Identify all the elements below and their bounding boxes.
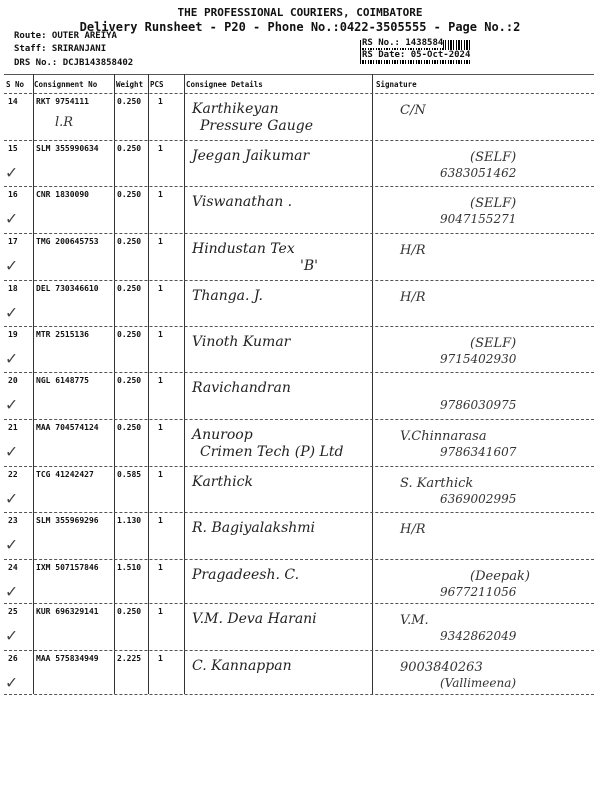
consignee-name: Pragadeesh. C. xyxy=(192,567,300,583)
check-mark: ✓ xyxy=(6,348,17,369)
col-divider xyxy=(372,74,373,694)
row-weight: 0.250 xyxy=(117,423,142,432)
col-divider xyxy=(114,74,115,694)
row-consignment: NGL 6148775 xyxy=(36,376,89,385)
signature-phone: 9342862049 xyxy=(440,629,517,643)
signature-phone: 9786030975 xyxy=(440,398,517,412)
signature-text: (SELF) xyxy=(470,150,517,165)
staff-label: Staff: SRIRANJANI xyxy=(14,44,107,54)
table-bottom-border xyxy=(4,694,594,695)
row-pcs: 1 xyxy=(158,190,163,199)
row-note: l.R xyxy=(55,115,74,130)
row-divider xyxy=(4,372,594,373)
row-weight: 0.250 xyxy=(117,607,142,616)
check-mark: ✓ xyxy=(6,394,17,415)
consignee-name: Thanga. J. xyxy=(192,288,263,304)
check-mark: ✓ xyxy=(6,208,17,229)
signature-phone: 9047155271 xyxy=(440,212,517,226)
col-divider xyxy=(148,74,149,694)
row-pcs: 1 xyxy=(158,330,163,339)
col-pcs: PCS xyxy=(150,80,164,89)
row-sno: 18 xyxy=(8,284,18,293)
row-pcs: 1 xyxy=(158,376,163,385)
check-mark: ✓ xyxy=(6,581,17,602)
row-divider xyxy=(4,93,594,94)
check-mark: ✓ xyxy=(6,441,17,462)
row-consignment: TMG 200645753 xyxy=(36,237,99,246)
page-title: Delivery Runsheet - P20 - Phone No.:0422-3505555 - Page No.:2 xyxy=(79,20,521,34)
row-consignment: DEL 730346610 xyxy=(36,284,99,293)
row-sno: 23 xyxy=(8,516,18,525)
check-mark: ✓ xyxy=(6,488,17,509)
row-divider xyxy=(4,559,594,560)
row-consignment: RKT 9754111 xyxy=(36,97,89,106)
row-weight: 0.585 xyxy=(117,470,142,479)
col-consignee: Consignee Details xyxy=(186,80,263,89)
consignee-name: Hindustan Tex xyxy=(192,241,295,257)
row-weight: 0.250 xyxy=(117,190,142,199)
signature-phone: 6383051462 xyxy=(440,166,517,180)
signature-phone: 9786341607 xyxy=(440,445,517,459)
signature-text: S. Karthick xyxy=(400,476,474,491)
col-signature: Signature xyxy=(376,80,417,89)
row-divider xyxy=(4,140,594,141)
row-consignment: MAA 575834949 xyxy=(36,654,99,663)
consignee-name: Ravichandran xyxy=(192,380,291,396)
consignee-name: Vinoth Kumar xyxy=(192,334,291,350)
row-divider xyxy=(4,186,594,187)
signature-text: V.Chinnarasa xyxy=(400,429,487,444)
row-sno: 24 xyxy=(8,563,18,572)
row-sno: 15 xyxy=(8,144,18,153)
row-divider xyxy=(4,326,594,327)
row-pcs: 1 xyxy=(158,563,163,572)
row-sno: 17 xyxy=(8,237,18,246)
row-sno: 20 xyxy=(8,376,18,385)
col-divider xyxy=(184,74,185,694)
signature-phone: 9677211056 xyxy=(440,585,517,599)
signature-text: (SELF) xyxy=(470,336,517,351)
row-sno: 26 xyxy=(8,654,18,663)
row-pcs: 1 xyxy=(158,97,163,106)
drs-label: DRS No.: DCJB143858402 xyxy=(14,58,134,68)
row-weight: 1.130 xyxy=(117,516,142,525)
row-weight: 0.250 xyxy=(117,376,142,385)
signature-text: (SELF) xyxy=(470,196,517,211)
col-weight: Weight xyxy=(116,80,144,89)
row-divider xyxy=(4,512,594,513)
col-sno: S No xyxy=(6,80,25,89)
signature-text: (Deepak) xyxy=(470,569,530,584)
row-sno: 16 xyxy=(8,190,18,199)
check-mark: ✓ xyxy=(6,255,17,276)
row-pcs: 1 xyxy=(158,654,163,663)
row-consignment: MTR 2515136 xyxy=(36,330,89,339)
row-sno: 14 xyxy=(8,97,18,106)
row-pcs: 1 xyxy=(158,516,163,525)
row-divider xyxy=(4,650,594,651)
consignee-name: R. Bagiyalakshmi xyxy=(192,520,316,536)
row-weight: 0.250 xyxy=(117,97,142,106)
row-consignment: MAA 704574124 xyxy=(36,423,99,432)
signature-text: H/R xyxy=(400,290,426,305)
row-pcs: 1 xyxy=(158,423,163,432)
consignee-detail: Crimen Tech (P) Ltd xyxy=(200,444,344,460)
row-consignment: KUR 696329141 xyxy=(36,607,99,616)
check-mark: ✓ xyxy=(6,534,17,555)
row-weight: 2.225 xyxy=(117,654,142,663)
consignee-name: Karthick xyxy=(192,474,253,490)
rs-date: RS Date: 05-Oct-2024 xyxy=(362,50,471,60)
check-mark: ✓ xyxy=(6,672,17,693)
signature-text: V.M. xyxy=(400,613,429,628)
row-weight: 0.250 xyxy=(117,237,142,246)
row-consignment: TCG 41242427 xyxy=(36,470,94,479)
row-divider xyxy=(4,233,594,234)
row-weight: 1.510 xyxy=(117,563,142,572)
signature-text: H/R xyxy=(400,243,426,258)
consignee-name: Anuroop xyxy=(192,427,253,443)
col-divider xyxy=(33,74,34,694)
row-divider xyxy=(4,280,594,281)
row-divider xyxy=(4,419,594,420)
row-weight: 0.250 xyxy=(117,284,142,293)
row-sno: 21 xyxy=(8,423,18,432)
row-pcs: 1 xyxy=(158,144,163,153)
consignee-detail: Pressure Gauge xyxy=(200,118,314,134)
signature-text: H/R xyxy=(400,522,426,537)
row-sno: 22 xyxy=(8,470,18,479)
consignee-name: C. Kannappan xyxy=(192,658,292,674)
check-mark: ✓ xyxy=(6,625,17,646)
row-consignment: CNR 1830090 xyxy=(36,190,89,199)
consignee-name: Viswanathan . xyxy=(192,194,293,210)
check-mark: ✓ xyxy=(6,162,17,183)
route-label: Route: OUTER AREIYA xyxy=(14,31,117,41)
row-sno: 19 xyxy=(8,330,18,339)
col-consignment: Consignment No xyxy=(34,80,98,89)
row-pcs: 1 xyxy=(158,607,163,616)
row-pcs: 1 xyxy=(158,284,163,293)
consignee-detail: 'B' xyxy=(300,258,318,274)
signature-text: C/N xyxy=(400,103,426,118)
row-pcs: 1 xyxy=(158,470,163,479)
signature-phone: (Vallimeena) xyxy=(440,676,517,690)
signature-phone: 6369002995 xyxy=(440,492,517,506)
row-consignment: SLM 355990634 xyxy=(36,144,99,153)
row-weight: 0.250 xyxy=(117,330,142,339)
rs-number: RS No.: 1438584 xyxy=(362,38,444,48)
row-consignment: IXM 507157846 xyxy=(36,563,99,572)
company-name: THE PROFESSIONAL COURIERS, COIMBATORE xyxy=(177,6,423,19)
row-sno: 25 xyxy=(8,607,18,616)
signature-text: 9003840263 xyxy=(400,660,483,675)
row-consignment: SLM 355969296 xyxy=(36,516,99,525)
signature-phone: 9715402930 xyxy=(440,352,517,366)
consignee-name: Jeegan Jaikumar xyxy=(192,148,310,164)
row-weight: 0.250 xyxy=(117,144,142,153)
row-pcs: 1 xyxy=(158,237,163,246)
consignee-name: V.M. Deva Harani xyxy=(192,611,317,627)
row-divider xyxy=(4,466,594,467)
consignee-name: Karthikeyan xyxy=(192,101,279,117)
row-divider xyxy=(4,603,594,604)
check-mark: ✓ xyxy=(6,302,17,323)
